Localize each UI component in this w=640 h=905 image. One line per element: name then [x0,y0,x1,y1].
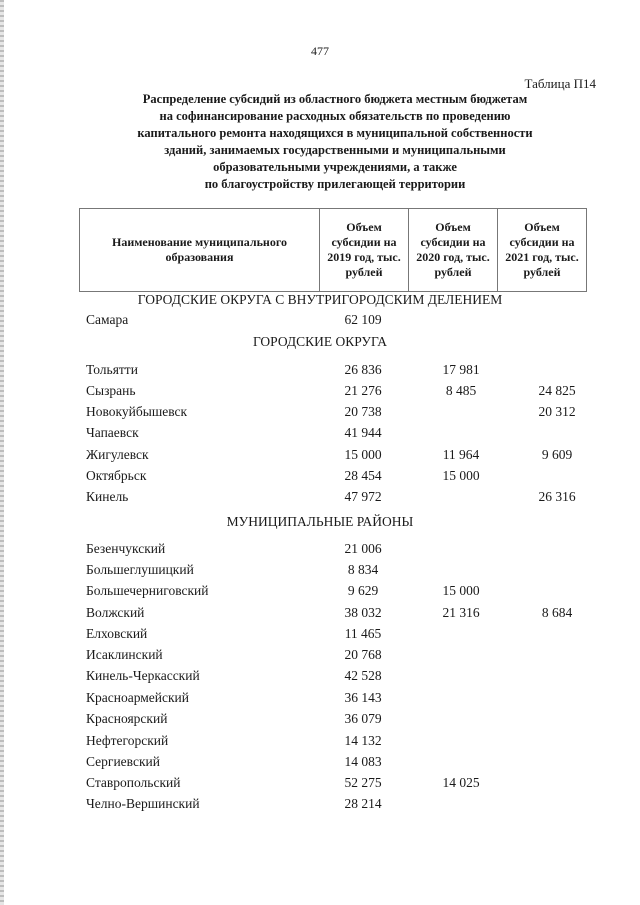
title-line: образовательными учреждениями, а также [213,160,457,174]
cell-2020: 15 000 [442,468,480,483]
cell-name: Нефтегорский [86,733,169,748]
cell-2019: 11 465 [344,626,382,641]
table-row [0,690,640,710]
cell-2019: 21 276 [344,383,382,398]
cell-name: Сергиевский [86,754,160,769]
cell-name: Красноармейский [86,690,190,705]
cell-name: Жигулевск [86,447,149,462]
header-2021: Объем субсидии на 2021 год, тыс. рублей [498,209,587,292]
cell-2019: 20 738 [344,404,382,419]
cell-2019: 14 132 [344,733,382,748]
table-row [0,447,640,467]
cell-2019: 36 079 [344,711,382,726]
section-heading: ГОРОДСКИЕ ОКРУГА [252,334,388,349]
table-row [0,312,640,332]
table-row [0,668,640,688]
cell-2019: 21 006 [344,541,382,556]
table-row [0,583,640,603]
header-2020: Объем субсидии на 2020 год, тыс. рублей [409,209,498,292]
table-row [0,562,640,582]
cell-name: Челно-Вершинский [86,796,200,811]
table-row [0,362,640,382]
cell-2020: 17 981 [442,362,480,377]
cell-name: Большеглушицкий [86,562,194,577]
table-title [70,91,600,193]
cell-2020: 14 025 [442,775,480,790]
cell-name: Ставропольский [86,775,181,790]
cell-name: Самара [86,312,129,327]
table-row [0,605,640,625]
table-label: Таблица П14 [524,76,596,91]
table-row [0,541,640,561]
cell-2019: 8 834 [347,562,379,577]
cell-2019: 20 768 [344,647,382,662]
cell-2021: 26 316 [538,489,576,504]
table-row [0,425,640,445]
cell-name: Елховский [86,626,148,641]
table-row [0,404,640,424]
cell-name: Красноярский [86,711,168,726]
cell-2021: 9 609 [541,447,573,462]
table-row [0,468,640,488]
table-row [0,754,640,774]
header-2019: Объем субсидии на 2019 год, тыс. рублей [320,209,409,292]
table-header [79,208,587,292]
cell-2020: 21 316 [442,605,480,620]
cell-2019: 47 972 [344,489,382,504]
table-row [0,711,640,731]
cell-2019: 14 083 [344,754,382,769]
cell-name: Сызрань [86,383,136,398]
table-row [0,775,640,795]
title-line: Распределение субсидий из областного бюджета местным бюджетам [142,92,528,106]
cell-2021: 20 312 [538,404,576,419]
cell-name: Кинель [86,489,129,504]
cell-name: Новокуйбышевск [86,404,188,419]
section-heading: ГОРОДСКИЕ ОКРУГА С ВНУТРИГОРОДСКИМ ДЕЛЕНИЕМ [137,292,503,307]
section-heading: МУНИЦИПАЛЬНЫЕ РАЙОНЫ [226,514,414,529]
title-line: капитального ремонта находящихся в муниципальной собственности [137,126,533,140]
cell-name: Тольятти [86,362,138,377]
cell-2021: 24 825 [538,383,576,398]
cell-2020: 11 964 [442,447,480,462]
cell-name: Исаклинский [86,647,163,662]
cell-2020: 15 000 [442,583,480,598]
cell-2019: 38 032 [344,605,382,620]
title-line: зданий, занимаемых государственными и муниципальными [164,143,506,157]
table-row [0,647,640,667]
cell-2019: 62 109 [344,312,382,327]
cell-2019: 52 275 [344,775,382,790]
cell-2019: 36 143 [344,690,382,705]
title-line: по благоустройству прилегающей территории [204,177,466,191]
header-name: Наименование муниципального образования [80,209,320,292]
cell-name: Октябрьск [86,468,147,483]
cell-2019: 28 454 [344,468,382,483]
cell-2021: 8 684 [541,605,573,620]
table-row [0,796,640,816]
cell-2019: 26 836 [344,362,382,377]
table-row [0,383,640,403]
cell-2019: 15 000 [344,447,382,462]
cell-name: Кинель-Черкасский [86,668,200,683]
cell-2020: 8 485 [445,383,477,398]
cell-2019: 28 214 [344,796,382,811]
title-line: на софинансирование расходных обязательств по проведению [159,109,511,123]
cell-name: Волжский [86,605,145,620]
cell-2019: 42 528 [344,668,382,683]
cell-name: Большечерниговский [86,583,209,598]
cell-2019: 9 629 [347,583,379,598]
table-row [0,489,640,509]
cell-name: Безенчукский [86,541,166,556]
page-number: 477 [311,44,329,58]
table-row [0,626,640,646]
cell-2019: 41 944 [344,425,382,440]
cell-name: Чапаевск [86,425,139,440]
table-row [0,733,640,753]
